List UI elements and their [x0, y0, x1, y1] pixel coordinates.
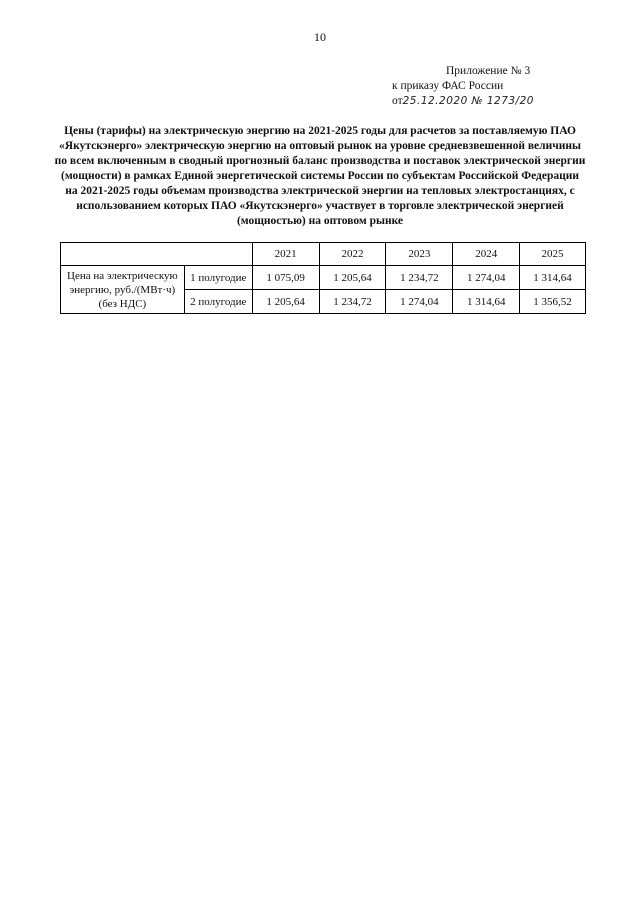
year-header: 2024: [453, 243, 520, 266]
year-header: 2022: [319, 243, 386, 266]
title-line: (мощностью) на оптовом рынке: [236, 215, 404, 227]
year-header: 2021: [252, 243, 319, 266]
price-cell: 1 274,04: [386, 290, 453, 314]
year-header: 2023: [386, 243, 453, 266]
document-title: [50, 124, 590, 229]
row-label-line: Цена на электрическую: [67, 269, 178, 282]
price-cell: 1 274,04: [453, 266, 520, 290]
appendix-block: [392, 64, 534, 109]
row-label-line: (без НДС): [98, 297, 147, 310]
appendix-order: к приказу ФАС России: [392, 80, 504, 92]
title-line: по всем включенным в сводный прогнозный баланс производства и поставок электрической энергии: [54, 155, 586, 167]
half-year-label: 1 полугодие: [184, 266, 252, 290]
price-cell: 1 075,09: [252, 266, 319, 290]
appendix-date-line: [392, 94, 534, 109]
appendix-number: Приложение № 3: [446, 65, 531, 77]
row-label-line: энергию, руб./(МВт·ч): [69, 283, 176, 296]
price-cell: 1 234,72: [319, 290, 386, 314]
half-year-label: 2 полугодие: [184, 290, 252, 314]
handwritten-date-number: 25.12.2020 № 1273/20: [402, 95, 534, 107]
title-line: Цены (тарифы) на электрическую энергию на 2021-2025 годы для расчетов за поставляемую ПАО: [64, 125, 576, 137]
row-label-cell: [61, 266, 185, 314]
price-cell: 1 314,64: [520, 266, 586, 290]
page-number: 10: [314, 30, 326, 44]
title-line: (мощности) в рамках Единой энергетической системы России по субъектам Российской Федерации: [60, 170, 580, 182]
appendix-date-prefix: от: [392, 95, 403, 107]
price-cell: 1 314,64: [453, 290, 520, 314]
price-table: [60, 242, 586, 314]
title-line: использованием которых ПАО «Якутскэнерго» участвует в торговле электрической энергией: [76, 200, 564, 212]
table-row: [61, 266, 586, 290]
year-header: 2025: [520, 243, 586, 266]
price-cell: 1 205,64: [319, 266, 386, 290]
price-cell: 1 234,72: [386, 266, 453, 290]
header-empty-cell: [61, 243, 253, 266]
table-header-row: [61, 243, 586, 266]
price-cell: 1 205,64: [252, 290, 319, 314]
title-line: «Якутскэнерго» электрическую энергию на оптовый рынок на уровне средневзвешенной величины: [59, 140, 581, 152]
title-line: на 2021-2025 годы объемам производства электрической энергии на тепловых электростанциях, с: [65, 185, 575, 197]
price-cell: 1 356,52: [520, 290, 586, 314]
